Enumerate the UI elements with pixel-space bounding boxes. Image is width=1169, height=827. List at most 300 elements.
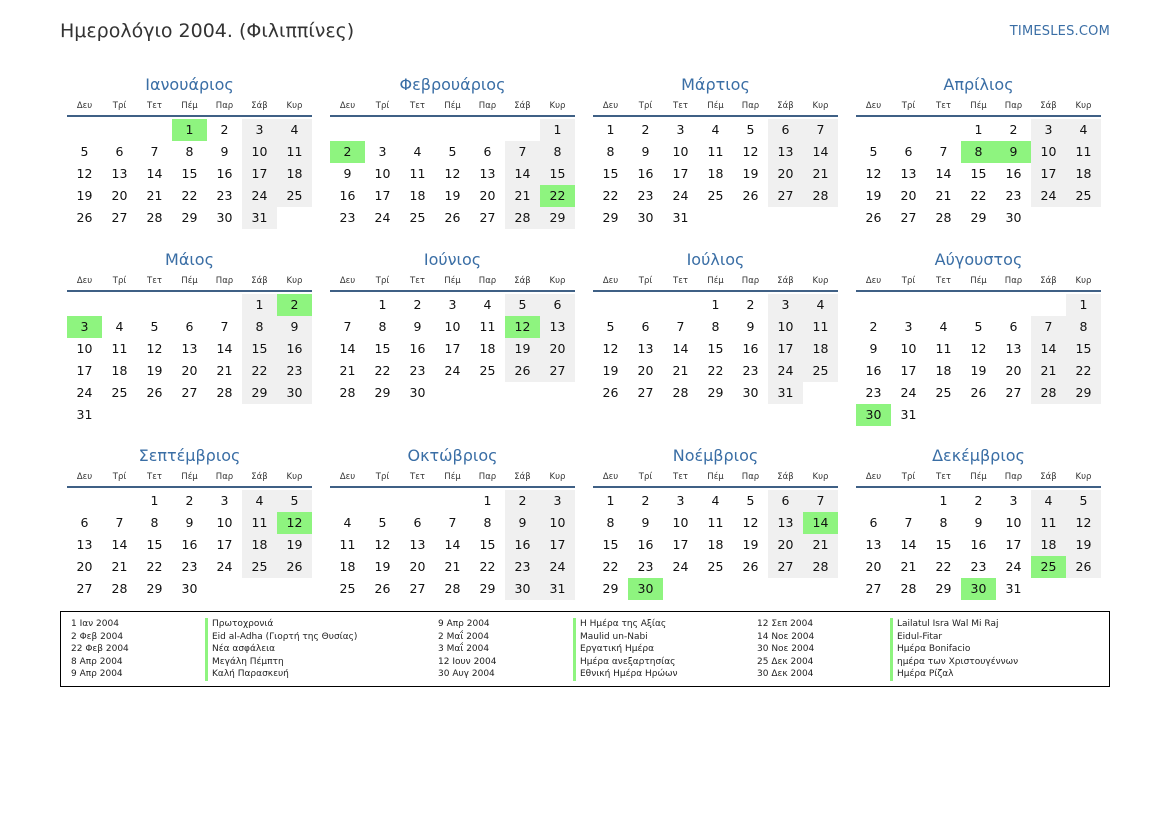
day-cell: 11 [339,537,356,552]
day-cell: 30 [505,578,540,600]
day-cell: 19 [374,559,391,574]
day-cell: 20 [900,188,917,203]
holiday-name: Εθνική Ημέρα Ηρώων [573,668,678,681]
day-cell: 20 [865,559,882,574]
holiday-day-cell: 14 [803,512,838,534]
day-cell: 25 [1066,185,1101,207]
weekday-label: Τρί [375,101,390,111]
empty-cell [207,294,242,316]
day-cell: 13 [76,537,93,552]
weekday-header [330,272,575,292]
weekday-label: Σάβ [1040,101,1057,111]
day-cell: 8 [606,515,615,530]
weekday-header [856,468,1101,488]
day-cell: 11 [707,144,724,159]
holiday-names-column-1 [205,618,357,681]
holiday-dates-column-3 [757,618,814,681]
day-cell: 16 [637,166,654,181]
month-name: Αύγουστος [934,250,1023,269]
day-cell: 18 [935,363,952,378]
day-cell: 27 [768,556,803,578]
day-cell: 14 [111,537,128,552]
day-cell: 18 [111,363,128,378]
month-name: Μάρτιος [681,75,750,94]
day-cell: 27 [1005,385,1022,400]
day-cell: 5 [505,294,540,316]
empty-cell [996,294,1031,316]
day-cell: 4 [939,319,948,334]
day-cell: 12 [146,341,163,356]
day-cell: 23 [339,210,356,225]
day-cell: 8 [483,515,492,530]
holiday-names-column-2 [573,618,678,681]
day-cell: 13 [409,537,426,552]
holiday-date: 2 Φεβ 2004 [71,631,124,642]
day-cell: 29 [479,581,496,596]
weekday-label: Δευ [865,276,882,286]
empty-cell [926,119,961,141]
day-cell: 26 [742,188,759,203]
day-cell: 8 [939,515,948,530]
day-cell: 31 [540,578,575,600]
day-cell: 13 [479,166,496,181]
day-cell: 18 [707,166,724,181]
weekday-label: Δευ [865,101,882,111]
day-cell: 13 [111,166,128,181]
holiday-day-cell: 3 [67,316,102,338]
day-cell: 16 [505,534,540,556]
month-name: Ιανουάριος [145,75,234,94]
holiday-date: 25 Δεκ 2004 [757,656,814,667]
day-cell: 7 [115,515,124,530]
day-cell: 29 [242,382,277,404]
day-cell: 9 [343,166,352,181]
day-cell: 25 [707,188,724,203]
day-cell: 20 [768,534,803,556]
day-cell: 29 [602,210,619,225]
day-cell: 4 [711,122,720,137]
day-cell: 17 [540,534,575,556]
day-cell: 17 [242,163,277,185]
day-cell: 3 [540,490,575,512]
holiday-date: 9 Απρ 2004 [438,619,490,629]
day-cell: 9 [974,515,983,530]
day-cell: 12 [1066,512,1101,534]
holiday-date: 12 Σεπ 2004 [757,619,814,629]
weekday-label: Κυρ [286,101,303,111]
day-cell: 23 [637,559,654,574]
empty-cell [663,294,698,316]
empty-cell [435,119,470,141]
holiday-day-cell: 9 [996,141,1031,163]
day-cell: 6 [80,515,89,530]
day-cell: 2 [869,319,878,334]
day-cell: 1 [378,297,387,312]
day-cell: 3 [1009,493,1018,508]
day-cell: 1 [606,493,615,508]
day-cell: 13 [1005,341,1022,356]
day-cell: 30 [277,382,312,404]
day-cell: 5 [448,144,457,159]
day-cell: 21 [111,559,128,574]
day-cell: 29 [374,385,391,400]
day-cell: 1 [540,119,575,141]
day-cell: 1 [483,493,492,508]
holiday-name: Νέα ασφάλεια [205,643,357,656]
day-cell: 10 [1031,141,1066,163]
empty-cell [67,119,102,141]
empty-cell [67,294,102,316]
day-cell: 27 [637,385,654,400]
day-cell: 5 [80,144,89,159]
weekday-label: Τρί [375,472,390,482]
day-cell: 22 [707,363,724,378]
day-cell: 2 [746,297,755,312]
day-cell: 14 [803,141,838,163]
month-name: Νοέμβριος [672,446,759,465]
weekday-label: Πέμ [181,101,198,111]
weekday-header [330,468,575,488]
weekday-label: Παρ [215,276,234,286]
weekday-label: Παρ [215,101,234,111]
day-cell: 17 [374,188,391,203]
day-cell: 7 [343,319,352,334]
holiday-name: Eidul-Fitar [890,631,1018,644]
day-cell: 7 [676,319,685,334]
weekday-header [67,97,312,117]
day-cell: 21 [146,188,163,203]
holiday-day-cell: 12 [505,316,540,338]
empty-cell [400,119,435,141]
day-cell: 27 [111,210,128,225]
day-cell: 19 [444,188,461,203]
day-cell: 13 [637,341,654,356]
weekday-label: Τετ [936,276,951,286]
holiday-day-cell: 12 [277,512,312,534]
day-cell: 24 [374,210,391,225]
month-calendar [67,248,312,426]
day-cell: 2 [185,493,194,508]
holiday-name: Ημέρα ανεξαρτησίας [573,656,678,669]
day-cell: 23 [505,556,540,578]
day-cell: 10 [76,341,93,356]
day-grid [593,119,838,229]
holiday-name: Ημέρα Ρίζαλ [890,668,1018,681]
month-calendar [593,73,838,229]
day-cell: 21 [935,188,952,203]
day-cell: 16 [277,338,312,360]
day-cell: 15 [181,166,198,181]
day-cell: 9 [641,144,650,159]
day-cell: 25 [803,360,838,382]
day-cell: 21 [339,363,356,378]
empty-cell [505,119,540,141]
weekday-label: Σάβ [514,101,531,111]
month-name: Απρίλιος [943,75,1014,94]
day-cell: 10 [216,515,233,530]
day-cell: 17 [1031,163,1066,185]
day-cell: 26 [865,210,882,225]
day-cell: 15 [970,166,987,181]
weekday-header [856,97,1101,117]
day-cell: 5 [869,144,878,159]
day-cell: 29 [181,210,198,225]
holiday-date: 9 Απρ 2004 [71,669,123,680]
empty-cell [330,119,365,141]
empty-cell [856,294,891,316]
day-cell: 7 [904,515,913,530]
empty-cell [102,490,137,512]
day-cell: 17 [1005,537,1022,552]
weekday-label: Πέμ [444,276,461,286]
site-brand-link[interactable]: TIMESLES.COM [1009,24,1110,39]
day-cell: 20 [1005,363,1022,378]
weekday-label: Δευ [339,101,356,111]
day-cell: 10 [444,319,461,334]
weekday-label: Δευ [865,472,882,482]
weekday-label: Πέμ [444,101,461,111]
day-cell: 22 [181,188,198,203]
day-cell: 26 [742,559,759,574]
day-cell: 11 [1066,141,1101,163]
day-cell: 15 [602,537,619,552]
day-cell: 19 [1066,534,1101,556]
weekday-label: Παρ [741,276,760,286]
day-grid [856,294,1101,426]
holiday-name: Maulid un-Nabi [573,631,678,644]
day-cell: 24 [672,188,689,203]
day-cell: 15 [707,341,724,356]
day-cell: 5 [746,493,755,508]
day-grid [856,119,1101,229]
weekday-label: Τετ [147,101,162,111]
weekday-label: Δευ [76,276,93,286]
holiday-date: 14 Νοε 2004 [757,631,815,642]
day-cell: 28 [1031,382,1066,404]
day-cell: 4 [277,119,312,141]
day-cell: 15 [935,537,952,552]
holiday-day-cell: 30 [856,404,891,426]
day-cell: 4 [343,515,352,530]
day-cell: 3 [676,122,685,137]
weekday-label: Κυρ [812,276,829,286]
day-cell: 24 [768,360,803,382]
month-name: Ιούνιος [423,250,482,269]
day-cell: 23 [1005,188,1022,203]
day-cell: 2 [220,122,229,137]
day-cell: 24 [242,185,277,207]
day-cell: 17 [672,166,689,181]
day-cell: 26 [277,556,312,578]
weekday-label: Παρ [1004,276,1023,286]
day-cell: 10 [768,316,803,338]
empty-cell [330,294,365,316]
month-calendar [330,248,575,404]
weekday-label: Δευ [76,472,93,482]
holiday-date: 30 Νοε 2004 [757,644,815,655]
day-cell: 11 [277,141,312,163]
day-cell: 1 [939,493,948,508]
holiday-day-cell: 1 [172,119,207,141]
day-cell: 8 [711,319,720,334]
day-cell: 11 [935,341,952,356]
day-cell: 5 [974,319,983,334]
day-cell: 3 [242,119,277,141]
day-cell: 17 [76,363,93,378]
day-cell: 22 [479,559,496,574]
day-cell: 15 [146,537,163,552]
day-cell: 2 [974,493,983,508]
holiday-dates-column-2 [438,618,496,681]
day-cell: 26 [970,385,987,400]
empty-cell [400,490,435,512]
day-cell: 30 [181,581,198,596]
day-cell: 23 [277,360,312,382]
weekday-label: Κυρ [1075,276,1092,286]
day-cell: 14 [339,341,356,356]
weekday-label: Δευ [76,101,93,111]
day-cell: 21 [444,559,461,574]
day-cell: 6 [904,144,913,159]
day-cell: 26 [1066,556,1101,578]
page-title: Ημερολόγιο 2004. (Φιλιππίνες) [60,20,355,42]
day-cell: 12 [970,341,987,356]
holiday-date: 8 Απρ 2004 [71,656,123,667]
empty-cell [961,294,996,316]
day-cell: 7 [939,144,948,159]
day-cell: 24 [216,559,233,574]
holiday-dates-column-1 [71,618,129,681]
holiday-date: 1 Ιαν 2004 [71,619,119,629]
day-cell: 11 [409,166,426,181]
month-name: Οκτώβριος [407,446,498,465]
day-cell: 22 [242,360,277,382]
weekday-label: Τετ [410,276,425,286]
day-cell: 24 [900,385,917,400]
weekday-label: Παρ [478,276,497,286]
holiday-legend [60,611,1110,687]
day-cell: 11 [111,341,128,356]
day-cell: 25 [339,581,356,596]
weekday-header [593,272,838,292]
day-cell: 18 [339,559,356,574]
day-cell: 5 [277,490,312,512]
weekday-label: Τρί [638,101,653,111]
day-grid [67,294,312,426]
empty-cell [593,294,628,316]
weekday-header [593,468,838,488]
empty-cell [470,119,505,141]
day-cell: 23 [181,559,198,574]
day-grid [67,490,312,600]
day-cell: 1 [150,493,159,508]
day-cell: 18 [1066,163,1101,185]
day-cell: 7 [150,144,159,159]
empty-cell [137,294,172,316]
day-cell: 26 [602,385,619,400]
empty-cell [856,490,891,512]
day-cell: 18 [409,188,426,203]
weekday-header [593,97,838,117]
empty-cell [926,294,961,316]
empty-cell [891,119,926,141]
day-cell: 15 [242,338,277,360]
day-cell: 23 [409,363,426,378]
holiday-date: 30 Αυγ 2004 [438,669,495,680]
month-calendar [330,73,575,229]
day-cell: 10 [374,166,391,181]
day-cell: 30 [1005,210,1022,225]
day-cell: 11 [803,316,838,338]
holiday-day-cell: 30 [961,578,996,600]
day-cell: 28 [339,385,356,400]
weekday-label: Τρί [112,101,127,111]
day-cell: 27 [76,581,93,596]
holiday-name: ημέρα των Χριστουγέννων [890,656,1018,669]
day-cell: 31 [768,382,803,404]
day-cell: 18 [803,338,838,360]
weekday-label: Τετ [147,472,162,482]
day-grid [593,294,838,404]
weekday-label: Τετ [673,276,688,286]
day-cell: 23 [637,188,654,203]
day-cell: 11 [707,515,724,530]
day-cell: 9 [869,341,878,356]
day-cell: 20 [540,338,575,360]
weekday-label: Δευ [339,472,356,482]
day-cell: 21 [505,185,540,207]
holiday-day-cell: 25 [1031,556,1066,578]
day-cell: 28 [216,385,233,400]
day-cell: 3 [1031,119,1066,141]
day-cell: 29 [1066,382,1101,404]
day-cell: 5 [1066,490,1101,512]
day-cell: 29 [935,581,952,596]
month-calendar [856,73,1101,229]
day-cell: 23 [216,188,233,203]
day-cell: 8 [606,144,615,159]
day-cell: 22 [935,559,952,574]
weekday-label: Σάβ [251,472,268,482]
holiday-name: Lailatul Isra Wal Mi Raj [890,618,1018,631]
day-cell: 19 [865,188,882,203]
day-cell: 27 [768,185,803,207]
day-cell: 9 [413,319,422,334]
day-cell: 27 [865,581,882,596]
day-cell: 20 [768,163,803,185]
day-cell: 29 [540,207,575,229]
day-cell: 25 [242,556,277,578]
day-cell: 14 [672,341,689,356]
day-cell: 9 [505,512,540,534]
day-cell: 21 [672,363,689,378]
weekday-label: Τετ [147,276,162,286]
month-calendar [593,248,838,404]
day-cell: 13 [865,537,882,552]
day-cell: 16 [181,537,198,552]
day-cell: 31 [76,407,93,422]
month-name: Μάιος [165,250,214,269]
day-cell: 31 [242,207,277,229]
day-cell: 4 [1066,119,1101,141]
day-cell: 2 [1009,122,1018,137]
day-cell: 15 [602,166,619,181]
day-cell: 14 [216,341,233,356]
day-cell: 28 [146,210,163,225]
day-cell: 10 [1005,515,1022,530]
day-cell: 15 [374,341,391,356]
weekday-label: Κυρ [286,276,303,286]
